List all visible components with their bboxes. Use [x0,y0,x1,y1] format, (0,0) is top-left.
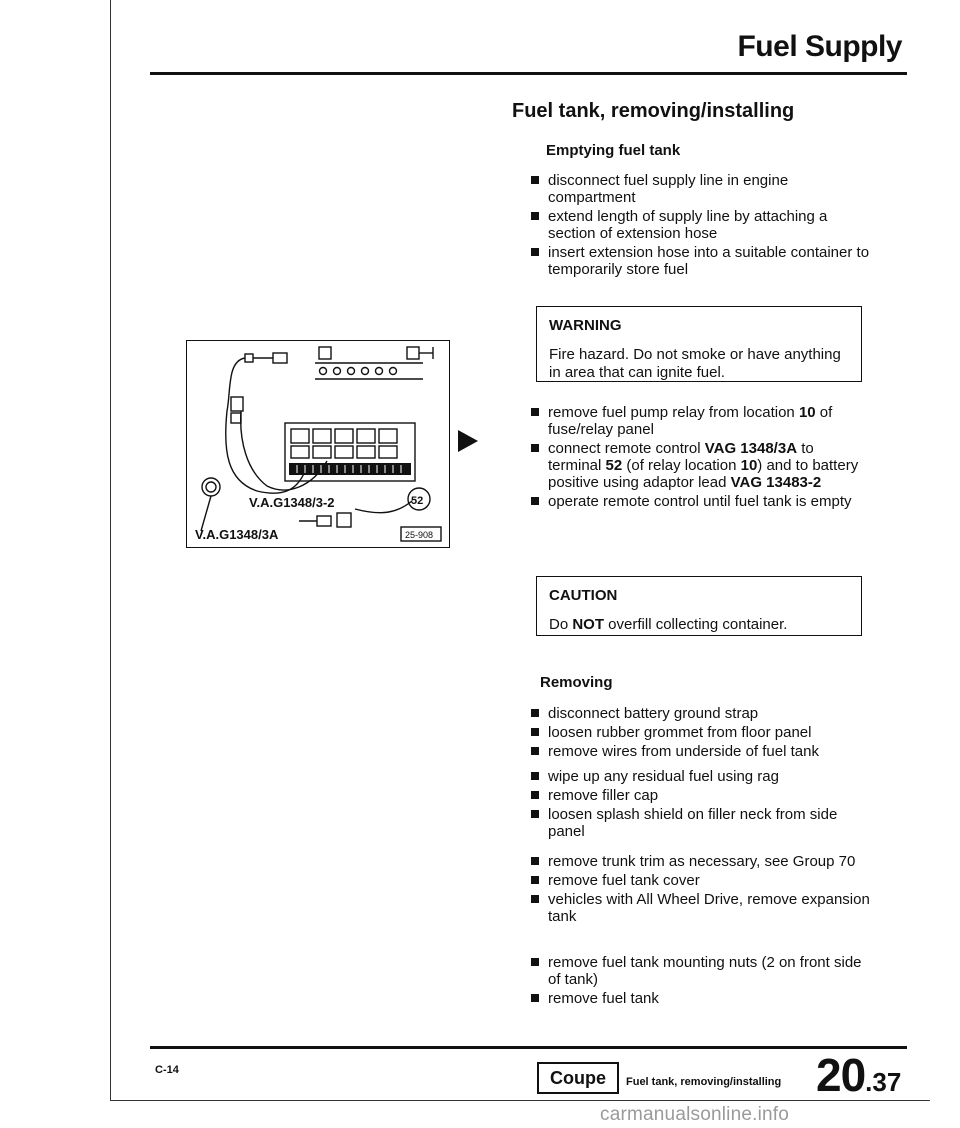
removing-list-2 [530,768,870,842]
list-item: insert extension hose into a suitable container to temporarily store fuel [530,244,870,278]
terminal-number: 52 [411,495,424,507]
list-item: connect remote control VAG 1348/3A to terminal 52 (of relay location 10) and to battery positive using adaptor lead VAG 13483-2 [530,440,870,491]
list-item: wipe up any residual fuel using rag [530,768,870,785]
removing-list-1 [530,705,870,762]
removing-subtitle: Removing [540,674,613,691]
figure-ref: 25-908 [405,530,434,540]
header-rule [150,72,907,75]
list-item: loosen rubber grommet from floor panel [530,724,870,741]
list-item: extend length of supply line by attaching a section of extension hose [530,208,870,242]
tool-label-2: V.A.G1348/3A [195,527,279,542]
warning-title: WARNING [549,317,622,334]
tool-label-1: V.A.G1348/3-2 [249,495,335,510]
removing-list-4 [530,954,870,1009]
list-item: operate remote control until fuel tank is empty [530,493,870,510]
relay-steps-list [530,404,870,512]
list-item: disconnect battery ground strap [530,705,870,722]
caution-box [536,576,862,636]
caution-text: Do NOT overfill collecting container. [549,616,788,633]
emptying-steps-list [530,172,870,280]
footer-caption: Fuel tank, removing/installing [626,1076,782,1088]
relay-panel-diagram [186,340,450,548]
removing-list-3 [530,853,870,927]
model-badge: Coupe [537,1062,619,1094]
page-margin-line [110,0,111,1100]
list-item: remove fuel tank mounting nuts (2 on front side of tank) [530,954,870,988]
section-title: Fuel tank, removing/installing [512,100,795,122]
pointer-arrow-icon [458,430,478,452]
footer-rule [150,1046,907,1049]
warning-text: Fire hazard. Do not smoke or have anything in area that can ignite fuel. [549,346,841,381]
list-item: remove fuel tank [530,990,870,1007]
warning-box [536,306,862,382]
relay-panel-illustration [187,341,449,547]
page-header-title: Fuel Supply [737,30,902,63]
watermark: carmanualsonline.info [600,1104,790,1125]
page-code: C-14 [155,1064,179,1076]
caution-title: CAUTION [549,587,618,604]
emptying-subtitle: Emptying fuel tank [546,142,681,159]
list-item: loosen splash shield on filler neck from side panel [530,806,870,840]
list-item: remove wires from underside of fuel tank [530,743,870,760]
list-item: remove fuel tank cover [530,872,870,889]
list-item: disconnect fuel supply line in engine compartment [530,172,870,206]
list-item: vehicles with All Wheel Drive, remove expansion tank [530,891,870,925]
list-item: remove fuel pump relay from location 10 of fuse/relay panel [530,404,870,438]
page-number: 20.37 [816,1049,902,1101]
list-item: remove filler cap [530,787,870,804]
page-bottom-line [110,1100,930,1101]
list-item: remove trunk trim as necessary, see Group 70 [530,853,870,870]
